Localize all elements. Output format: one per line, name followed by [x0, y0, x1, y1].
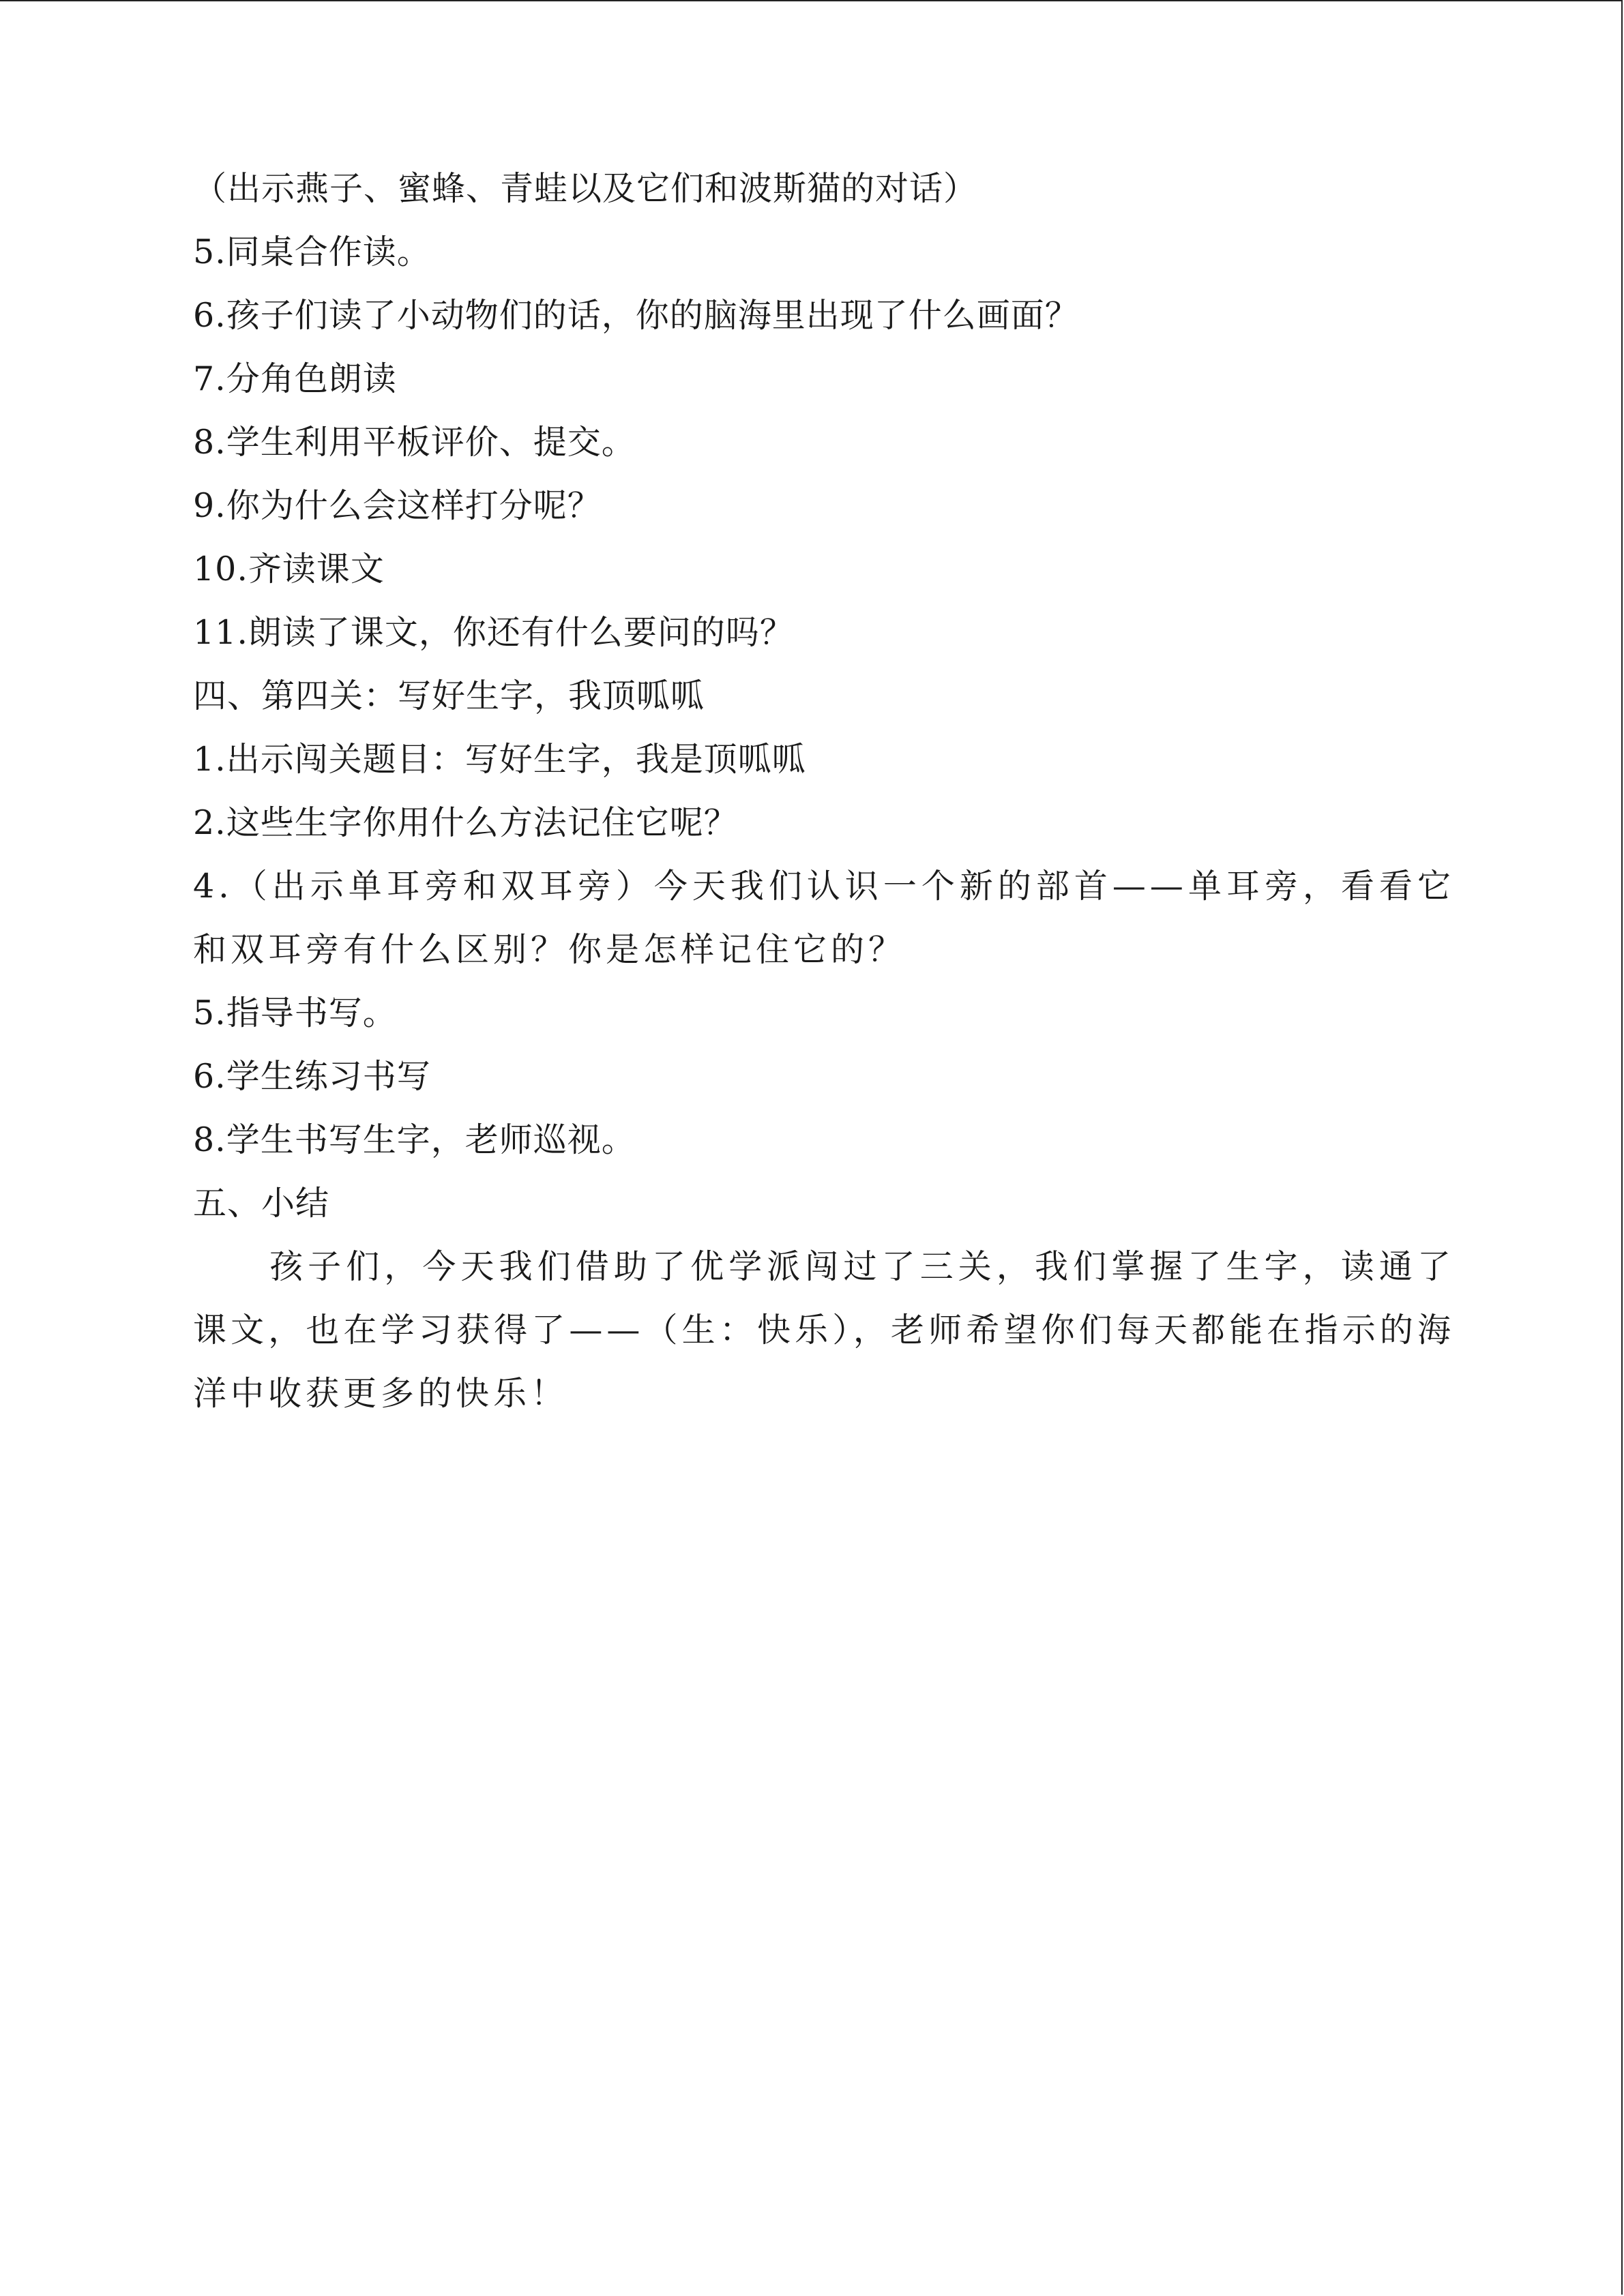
list-item: 7.分角色朗读	[193, 359, 397, 398]
list-item: 5.指导书写。	[193, 994, 397, 1032]
list-item: 2.这些生字你用什么方法记住它呢？	[193, 803, 738, 842]
list-item: 6.孩子们读了小动物们的话，你的脑海里出现了什么画面？	[193, 296, 1079, 335]
list-item: 1.出示闯关题目：写好生字，我是顶呱呱	[193, 740, 806, 779]
list-item: 10.齐读课文	[193, 550, 385, 588]
list-item-wrapped: 4.（出示单耳旁和双耳旁）今天我们认识一个新的部首——单耳旁，看看它和双耳旁有什么区别？你是怎样记住它的？	[193, 867, 1455, 969]
list-item: 8.学生书写生字，老师巡视。	[193, 1120, 636, 1159]
list-item: 11.朗读了课文，你还有什么要问的吗？	[193, 613, 794, 652]
section-heading: 五、小结	[193, 1184, 330, 1223]
summary-paragraph: 孩子们，今天我们借助了优学派闯过了三关，我们掌握了生字，读通了课文，也在学习获得了——（生：快乐），老师希望你们每天都能在指示的海洋中收获更多的快乐！	[193, 1247, 1455, 1413]
list-item: 8.学生利用平板评价、提交。	[193, 423, 636, 462]
list-item: 9.你为什么会这样打分呢？	[193, 486, 602, 525]
list-item: 6.学生练习书写	[193, 1057, 431, 1096]
list-item: 5.同桌合作读。	[193, 233, 431, 271]
section-heading: 四、第四关：写好生字，我顶呱呱	[193, 676, 705, 715]
document-body	[193, 157, 1455, 1425]
text-line: （出示燕子、蜜蜂、青蛙以及它们和波斯猫的对话）	[193, 169, 978, 208]
